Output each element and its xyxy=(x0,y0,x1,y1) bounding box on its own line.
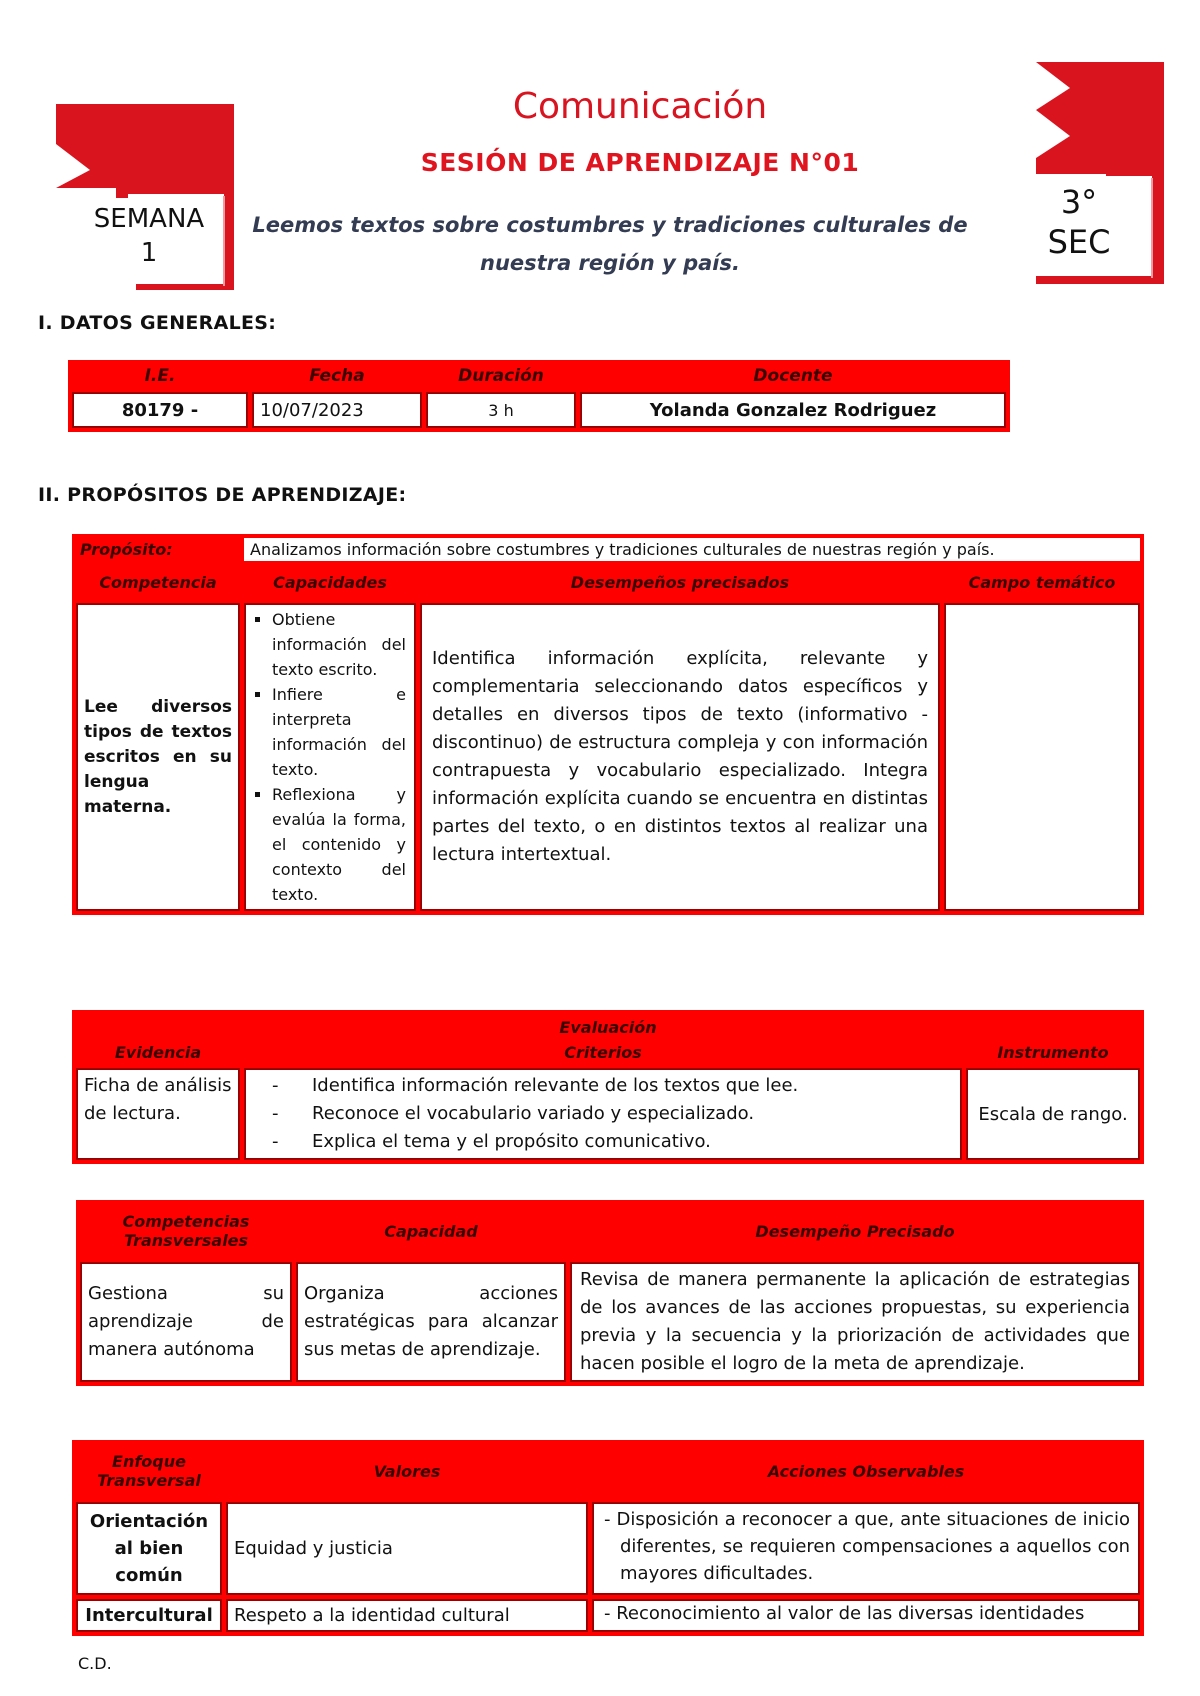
capacidades-cell xyxy=(244,603,416,911)
capacidad-item: ▪ Infiere e interpreta información del texto. xyxy=(272,682,406,782)
docente-value: Yolanda Gonzalez Rodriguez xyxy=(580,392,1006,428)
col-desempeno-precisado: Desempeño Precisado xyxy=(570,1204,1140,1258)
instrumento-cell: Escala de rango. xyxy=(966,1068,1140,1160)
col-capacidades: Capacidades xyxy=(244,565,416,599)
accion-text: Disposición a reconocer a que, ante situaciones de inicio diferentes, se requieren compensaciones a aquellos con mayores dificultades. xyxy=(616,1509,1130,1584)
accion-cell: - Disposición a reconocer a que, ante situaciones de inicio diferentes, se requieren compensaciones a aquellos con mayores dificultades. xyxy=(592,1502,1140,1595)
criterios-cell xyxy=(244,1068,962,1160)
desempeno-precisado-cell: Revisa de manera permanente la aplicación de estrategias de los avances de las acciones propuestas, su experiencia previa y la secuencia y la priorización de actividades que hacen posible el logro de la meta de aprendizaje. xyxy=(570,1262,1140,1382)
campo-cell xyxy=(944,603,1140,911)
col-evidencia: Evidencia xyxy=(76,1041,240,1064)
col-instrumento: Instrumento xyxy=(966,1041,1140,1064)
footer-initials: C.D. xyxy=(78,1654,112,1673)
col-duracion: Duración xyxy=(426,364,576,388)
desempeno-cell: Identifica información explícita, relevante y complementaria seleccionando datos específicos y detalles en diversos tipos de texto (informativo - discontinuo) de estructura compleja y con información contrapuesta y vocabulario especializado. Integra información explícita cuando se encuentra en distintas partes del texto, o en distintos textos al realizar una lectura intertextual. xyxy=(420,603,940,911)
capacidad-item: ▪ Obtiene información del texto escrito. xyxy=(272,607,406,682)
col-criterios: Criterios xyxy=(244,1041,962,1064)
accion-cell: - Reconocimiento al valor de las diversas identidades xyxy=(592,1599,1140,1632)
col-valores: Valores xyxy=(226,1444,588,1498)
enfoque-cell: Intercultural xyxy=(76,1599,222,1632)
accion-text: Reconocimiento al valor de las diversas identidades xyxy=(616,1603,1085,1624)
session-title: SESIÓN DE APRENDIZAJE N°01 xyxy=(420,148,860,177)
criterio-item: - Explica el tema y el propósito comunicativo. xyxy=(252,1128,954,1156)
subject-title: Comunicación xyxy=(512,86,768,127)
col-capacidad: Capacidad xyxy=(296,1204,566,1258)
enfoque-table xyxy=(72,1440,1144,1636)
competencia-cell: Lee diversos tipos de textos escritos en su lengua materna. xyxy=(76,603,240,911)
col-campo: Campo temático xyxy=(944,565,1140,599)
duracion-value: 3 h xyxy=(426,392,576,428)
evaluacion-title: Evaluación xyxy=(76,1014,1140,1037)
propositos-table xyxy=(72,534,1144,915)
evidencia-cell: Ficha de análisis de lectura. xyxy=(76,1068,240,1160)
criterio-item: - Reconoce el vocabulario variado y especializado. xyxy=(252,1100,954,1128)
week-number: 1 xyxy=(140,238,158,268)
session-topic: Leemos textos sobre costumbres y tradiciones culturales de nuestra región y país. xyxy=(252,213,968,275)
grade-number: 3° xyxy=(1060,183,1098,221)
col-comp-transversales: Competencias Transversales xyxy=(80,1204,292,1258)
grade-level: SEC xyxy=(1047,223,1111,261)
evaluacion-table xyxy=(72,1010,1144,1164)
capacidad-item: ▪ Reflexiona y evalúa la forma, el contenido y contexto del texto. xyxy=(272,782,406,907)
col-enfoque: Enfoque Transversal xyxy=(76,1444,222,1498)
datos-table xyxy=(68,360,1010,432)
enfoque-cell: Orientación al bien común xyxy=(76,1502,222,1595)
comp-transversal-cell: Gestiona su aprendizaje de manera autónoma xyxy=(80,1262,292,1382)
valor-cell: Equidad y justicia xyxy=(226,1502,588,1595)
col-fecha: Fecha xyxy=(252,364,422,388)
proposito-label: Propósito: xyxy=(76,538,240,561)
proposito-text: Analizamos información sobre costumbres y tradiciones culturales de nuestras región y país. xyxy=(244,538,1140,561)
col-desempenos: Desempeños precisados xyxy=(420,565,940,599)
transversales-table xyxy=(76,1200,1144,1386)
col-ie: I.E. xyxy=(72,364,248,388)
ie-value: 80179 - xyxy=(72,392,248,428)
week-badge xyxy=(56,104,236,290)
datos-heading: I. DATOS GENERALES: xyxy=(38,312,277,334)
capacidad-cell: Organiza acciones estratégicas para alcanzar sus metas de aprendizaje. xyxy=(296,1262,566,1382)
fecha-value: 10/07/2023 xyxy=(252,392,422,428)
col-acciones: Acciones Observables xyxy=(592,1444,1140,1498)
week-label: SEMANA xyxy=(93,204,205,234)
valor-cell: Respeto a la identidad cultural xyxy=(226,1599,588,1632)
propositos-heading: II. PROPÓSITOS DE APRENDIZAJE: xyxy=(38,484,407,506)
col-docente: Docente xyxy=(580,364,1006,388)
criterio-item: - Identifica información relevante de los textos que lee. xyxy=(252,1072,954,1100)
col-competencia: Competencia xyxy=(76,565,240,599)
